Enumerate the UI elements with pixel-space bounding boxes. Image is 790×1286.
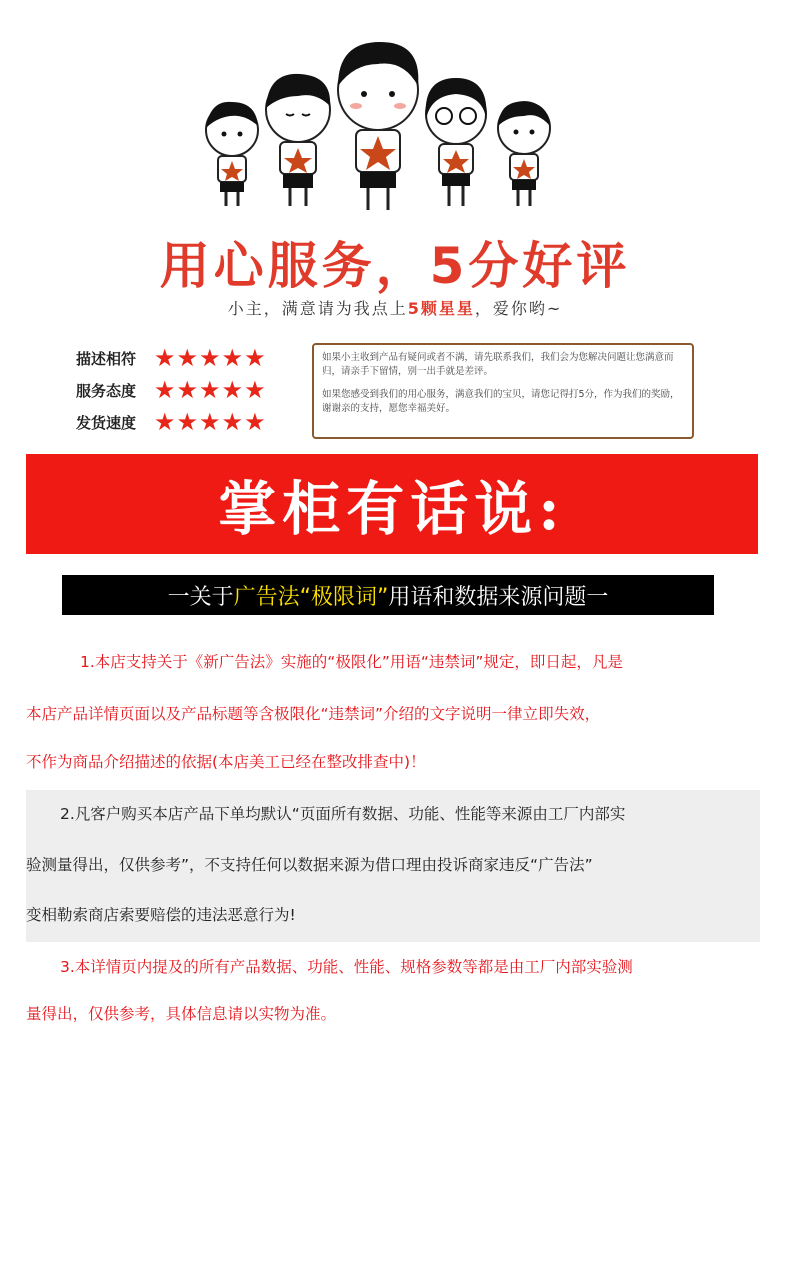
kid-figure (498, 102, 550, 206)
subline-prefix: 小主，满意请为我点上 (227, 299, 408, 318)
paragraph-line: 变相勒索商店索要赔偿的违法恶意行为! (26, 906, 296, 924)
paragraph-line: 验测量得出，仅供参考”，不支持任何以数据来源为借口理由投诉商家违反“广告法” (26, 856, 593, 874)
subline (0, 296, 790, 319)
star-rating-icon: ★★★★★ (154, 376, 267, 404)
rating-label: 描述相符 (76, 349, 137, 368)
subtitle-part: 用语和数据来源问题一 (388, 584, 609, 610)
paragraph-line: 1.本店支持关于《新广告法》实施的“极限化”用语“违禁词”规定，即日起，凡是 (80, 653, 623, 671)
banner-title: 掌柜有话说: (218, 475, 566, 543)
star-rating-icon: ★★★★★ (154, 344, 267, 372)
paragraph-line: 3.本详情页内提及的所有产品数据、功能、性能、规格参数等都是由工厂内部实验测 (60, 958, 633, 976)
subline-highlight: 5颗星星 (407, 299, 475, 318)
rating-row-description (76, 343, 267, 373)
shopkeeper-banner (26, 454, 758, 554)
headline: 用心服务，5分好评 (159, 237, 631, 295)
star-rating-icon: ★★★★★ (154, 408, 267, 436)
notice-paragraph: 如果小主收到产品有疑问或者不满，请先联系我们，我们会为您解决问题让您满意而归，请亲手下留情，别一出手就是差评。 (322, 352, 674, 377)
kid-figure (266, 74, 330, 206)
subtitle-part: 一关于 (167, 584, 234, 610)
notice-box (312, 343, 694, 439)
cartoon-kids-illustration (190, 30, 570, 220)
paragraph-line: 不作为商品介绍描述的依据(本店美工已经在整改排查中)！ (26, 753, 426, 771)
paragraph-line: 本店产品详情页面以及产品标题等含极限化“违禁词”介绍的文字说明一律立即失效， (26, 705, 601, 723)
kid-figure (426, 78, 487, 206)
subtitle-bar (62, 575, 714, 615)
rating-row-service (76, 375, 267, 405)
notice-paragraph: 如果您感受到我们的用心服务，满意我们的宝贝，请您记得打5分，作为我们的奖励，谢谢亲的支持，愿您幸福美好。 (322, 389, 680, 414)
rating-label: 服务态度 (76, 381, 137, 400)
rating-row-shipping (76, 407, 267, 437)
kid-figure (338, 42, 418, 210)
paragraph-line: 2.凡客户购买本店产品下单均默认“页面所有数据、功能、性能等来源由工厂内部实 (60, 805, 626, 823)
paragraph-line: 量得出，仅供参考，具体信息请以实物为准。 (26, 1005, 337, 1023)
kid-figure (206, 102, 258, 206)
subline-suffix: ，爱你哟~ (474, 299, 563, 318)
rating-label: 发货速度 (76, 413, 137, 432)
subtitle-highlight: 广告法“极限词” (233, 584, 389, 610)
